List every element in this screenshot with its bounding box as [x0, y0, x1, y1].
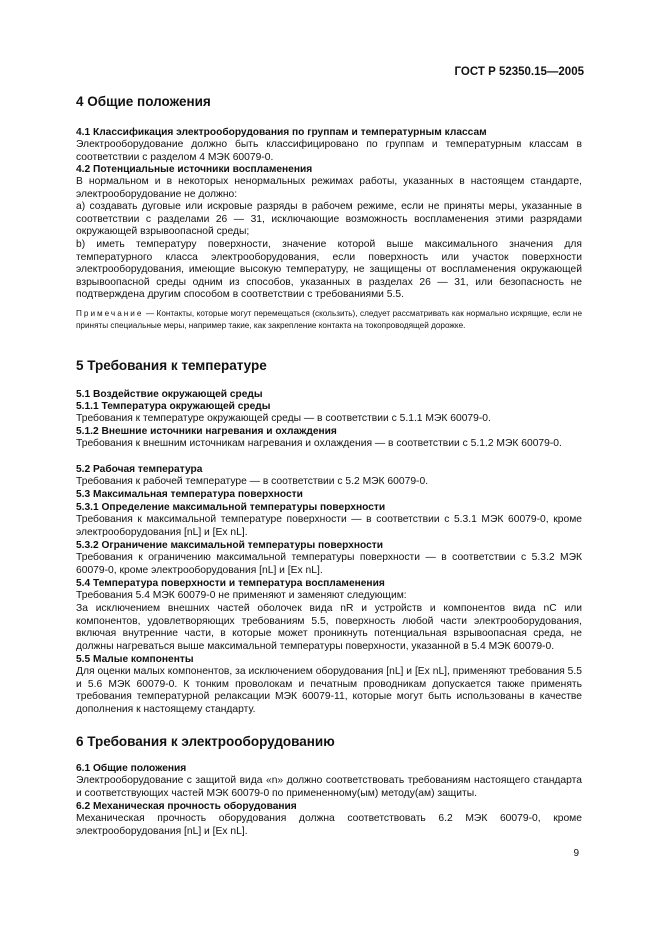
subsection-5-4-title: 5.4 Температура поверхности и температура воспламенения	[76, 578, 385, 589]
section-6-title: 6 Требования к электрооборудованию	[76, 734, 335, 749]
subsection-5-1-title: 5.1 Воздействие окружающей среды	[76, 389, 263, 400]
note-text: — Контакты, которые могут перемещаться (скользить), следует рассматривать как нормально искрящие, если не приняты специальные меры, например такие, как закрепление контакта на токопроводящей дорожке.	[76, 309, 582, 330]
subsection-4-2-text: В нормальном и в некоторых ненормальных режимах работы, указанных в настоящем стандарте, электрооборудование не должно:	[76, 176, 582, 200]
subsection-6-2-title: 6.2 Механическая прочность оборудования	[76, 801, 297, 812]
document-code-header: ГОСТ Р 52350.15—2005	[454, 66, 584, 78]
section-5-title: 5 Требования к температуре	[76, 358, 267, 373]
subsection-6-1-text: Электрооборудование с защитой вида «n» должно соответствовать требованиям настоящего стандарта и соответствующих частей МЭК 60079-0 по примененному(ым) методу(ам) защиты.	[76, 775, 582, 799]
list-item-a: а) создавать дуговые или искровые разряды в рабочем режиме, если не приняты меры, указанные в соответствии с разделами 26 — 31, исключающие возможность воспламенения этими разрядами окружающей взрывоопасной среды;	[76, 201, 582, 238]
section-4-title: 4 Общие положения	[76, 94, 211, 109]
subsection-5-3-title: 5.3 Максимальная температура поверхности	[76, 489, 303, 500]
subsection-6-1-title: 6.1 Общие положения	[76, 763, 187, 774]
subsection-5-5-text: Для оценки малых компонентов, за исключением оборудования [nL] и [Ex nL], применяют требования 5.5 и 5.6 МЭК 60079-0. К тонким проволокам и печатным проводникам допускается также применять требования температурной релаксации МЭК 60079-11, которые могут быть использованы в качестве дополнения к настоящему стандарту.	[76, 666, 582, 715]
page-number: 9	[573, 848, 579, 859]
subsection-5-3-2-text: Требования к ограничению максимальной температуры поверхности — в соответствии с 5.3.2 МЭК 60079-0, кроме электрооборудования [nL] и [Ex nL].	[76, 552, 582, 576]
subsection-5-2-text: Требования к рабочей температуре — в соответствии с 5.2 МЭК 60079-0.	[76, 476, 429, 487]
subsection-4-1-text: Электрооборудование должно быть классифицировано по группам и температурным классам в соответствии с разделом 4 МЭК 60079-0.	[76, 139, 582, 163]
subsection-5-5-title: 5.5 Малые компоненты	[76, 654, 194, 665]
list-item-b: b) иметь температуру поверхности, значение которой выше максимального значения для температурного класса электрооборудования, если поверхность или участок поверхности электрооборудования, имеющие высокую температуру, не защищены от воспламенения окружающей взрывоопасной среды одним из способов, указанных в разделах 26 — 31, или безопасность не подтверждена другим способом в соответствии с требованиями 5.5.	[76, 239, 582, 301]
subsection-5-1-2-title: 5.1.2 Внешние источники нагревания и охлаждения	[76, 426, 337, 437]
subsection-4-2-title: 4.2 Потенциальные источники воспламенения	[76, 164, 313, 175]
subsection-6-2-text: Механическая прочность оборудования должна соответствовать 6.2 МЭК 60079-0, кроме электрооборудования [nL] и [Ex nL].	[76, 813, 582, 837]
subsection-5-4-text-1: Требования 5.4 МЭК 60079-0 не применяют и заменяют следующим:	[76, 590, 407, 601]
subsection-5-4-text-2: За исключением внешних частей оболочек вида nR и устройств и компонентов вида nC или компонентов, удовлетворяющих требованиям 5.5, поверхность любой части электрооборудования, включая внутренние части, в которые может проникнуть потенциальная взрывоопасная среда, не должны нагреваться выше максимальной температуры поверхности, указанной в 5.4 МЭК 60079-0.	[76, 603, 582, 652]
subsection-5-1-1-title: 5.1.1 Температура окружающей среды	[76, 401, 271, 412]
subsection-5-3-1-text: Требования к максимальной температуре поверхности — в соответствии с 5.3.1 МЭК 60079-0, кроме электрооборудования [nL] и [Ex nL].	[76, 514, 582, 538]
subsection-5-2-title: 5.2 Рабочая температура	[76, 464, 203, 475]
subsection-5-3-2-title: 5.3.2 Ограничение максимальной температуры поверхности	[76, 540, 384, 551]
subsection-5-1-1-text: Требования к температуре окружающей среды — в соответствии с 5.1.1 МЭК 60079-0.	[76, 413, 491, 424]
subsection-5-3-1-title: 5.3.1 Определение максимальной температуры поверхности	[76, 502, 386, 513]
subsection-5-1-2-text: Требования к внешним источникам нагревания и охлаждения — в соответствии с 5.1.2 МЭК 60079-0.	[76, 438, 562, 449]
subsection-4-1-title: 4.1 Классификация электрооборудования по группам и температурным классам	[76, 127, 487, 138]
note-paragraph	[76, 308, 582, 331]
note-label: Примечание	[76, 309, 144, 318]
